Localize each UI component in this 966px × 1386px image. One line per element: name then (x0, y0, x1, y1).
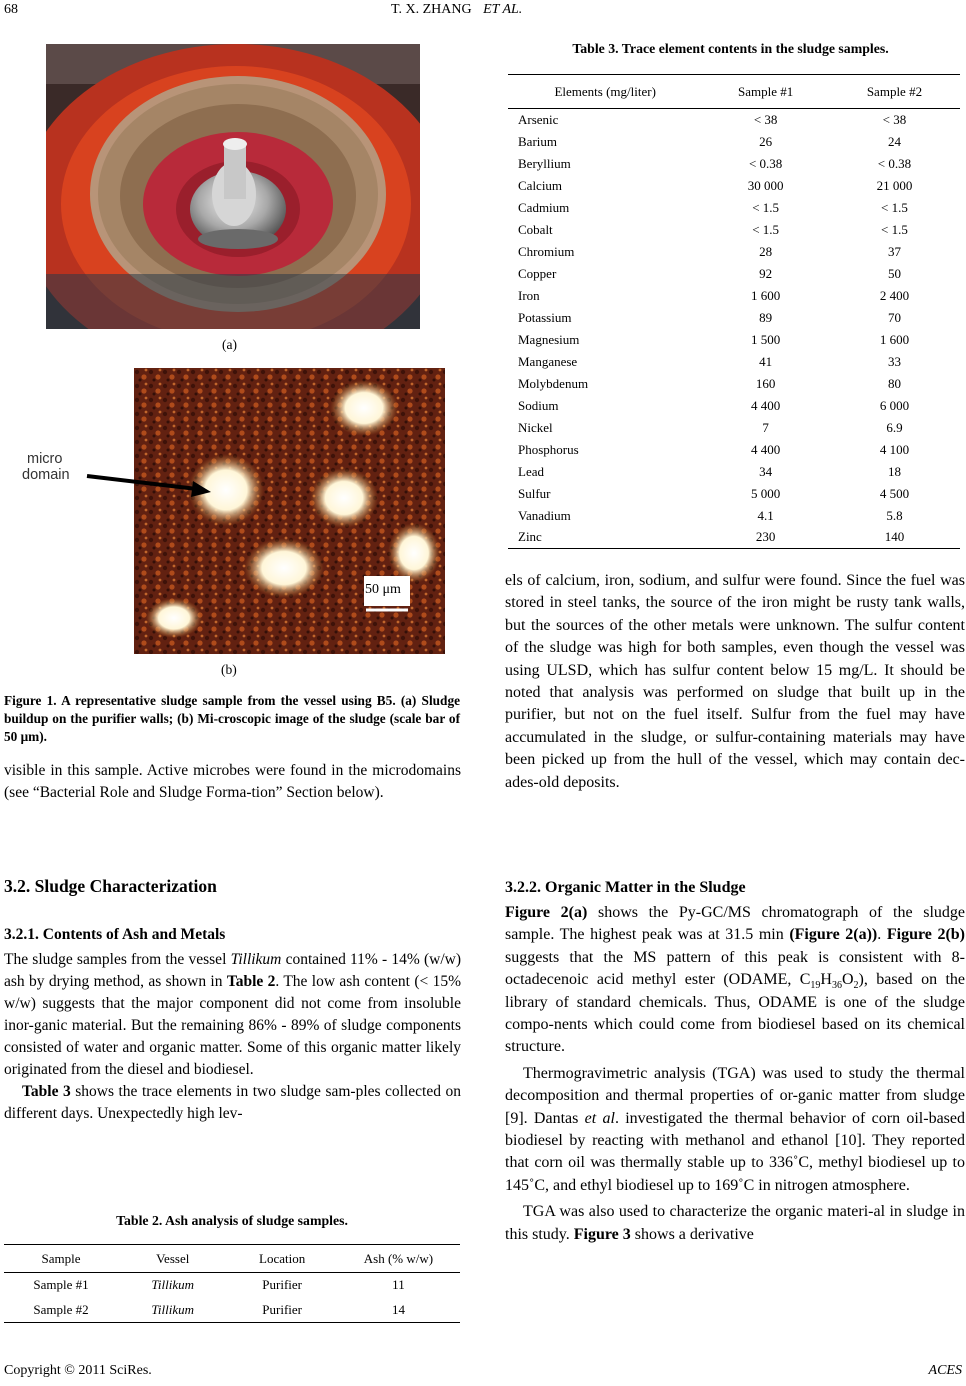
table-cell: Sample #2 (33, 1301, 89, 1317)
table-cell: Vanadium (518, 507, 571, 523)
table-cell: < 1.5 (881, 199, 908, 215)
table-row (508, 439, 960, 461)
paragraph-tga-study: TGA was also used to characterize the organic materi-al in sludge in this study. Figure 3 shows a derivative (505, 1203, 965, 1243)
table-cell: Sample #1 (33, 1277, 89, 1293)
table-cell: Cadmium (518, 199, 570, 215)
table-cell: Manganese (518, 353, 578, 369)
figure-1a-photo (46, 44, 420, 329)
purifier-photo-illustration (46, 44, 420, 329)
table-cell: Lead (518, 463, 544, 479)
table-2-header-cell: Vessel (156, 1250, 190, 1266)
table-cell: 4 400 (751, 397, 781, 413)
table-2 (4, 1244, 460, 1323)
table-cell: < 38 (753, 111, 778, 127)
table-row (508, 329, 960, 351)
table-cell: 11 (392, 1277, 405, 1293)
table-cell: 7 (762, 419, 769, 435)
table-3 (508, 74, 960, 549)
table-cell: < 38 (882, 111, 907, 127)
table-cell: Molybdenum (518, 375, 589, 391)
table-cell: Sulfur (518, 485, 551, 501)
table-cell: 4 100 (879, 441, 910, 457)
table-cell: 24 (887, 133, 901, 149)
right-paragraph-metals: els of calcium, iron, sodium, and sulfur were found. Since the fuel was stored in steel tanks, the source of the iron might be rusty tank walls, but the sources of the other metals were unknown. The sulfur content of the sludge was high for both samples, even though the vessel was using ULSD, which has sulfur content below 15 mg/L. It should be noted that analysis was performed on sludge that built up in the purifier, but not on the fuel itself. Sulfur from the fuel may have accumulated in the sludge, or sulfur-containing materials may have been picked up from the hull of the vessel, which may contain dec-ades-old deposits. (505, 572, 965, 791)
table-cell: 4 500 (879, 485, 910, 501)
table-3-header-cell: Sample #1 (738, 83, 794, 99)
table-cell: 4.1 (757, 507, 774, 523)
footer-copyright: Copyright © 2011 SciRes. (4, 1363, 152, 1378)
table-cell: < 1.5 (752, 199, 780, 215)
table-cell: Potassium (518, 309, 572, 325)
table-2-header-row (4, 1245, 460, 1273)
left-paragraph-continued: visible in this sample. Active microbes were found in the microdomains (see “Bacterial Role and Sludge Forma-tion” Section below). (4, 762, 461, 801)
table-cell: 5.8 (886, 507, 903, 523)
table-row (4, 1273, 460, 1298)
table-cell: Beryllium (518, 155, 571, 171)
table-cell: 230 (755, 529, 776, 545)
table-cell: 33 (887, 353, 901, 369)
table-cell: 140 (884, 529, 905, 545)
subsection-heading-322: 3.2.2. Organic Matter in the Sludge (505, 879, 746, 896)
footer-journal: ACES (928, 1363, 962, 1378)
annotation-line-1: micro (27, 451, 63, 467)
table-2-caption: Table 2. Ash analysis of sludge samples. (116, 1213, 348, 1228)
table-cell: Nickel (518, 419, 553, 435)
table-cell: 30 000 (747, 177, 784, 193)
table-cell: Tillikum (151, 1301, 195, 1317)
table-cell: 50 (887, 265, 901, 281)
table-row (508, 483, 960, 505)
running-title (391, 2, 522, 18)
table-3-header-cell: Sample #2 (866, 83, 923, 99)
table-cell: 1 600 (751, 287, 781, 303)
table-row (508, 263, 960, 285)
running-title-authors: T. X. ZHANG (391, 2, 472, 17)
table-row (508, 373, 960, 395)
left-body (4, 949, 461, 1125)
annotation-arrow (85, 470, 215, 500)
table-cell: 4 400 (751, 441, 781, 457)
table-2-header-cell: Sample (41, 1250, 81, 1266)
table-cell: 14 (391, 1301, 405, 1317)
table-row (508, 461, 960, 483)
table-3-header-cell: Elements (mg/liter) (554, 83, 656, 99)
table-cell: Sodium (518, 397, 559, 413)
table-cell: < 0.38 (748, 155, 783, 171)
scale-bar-label: 50 μm (365, 582, 401, 597)
table-cell: 80 (887, 375, 901, 391)
annotation-line-2: domain (22, 467, 70, 483)
table-cell: 41 (759, 353, 773, 369)
table-row (508, 219, 960, 241)
paragraph-tga-literature: Thermogravimetric analysis (TGA) was used to study the thermal decomposition and thermal properties of or-ganic matter from sludge [9]. Dantas et al. investigated the thermal behavior of corn oil-based biodiesel by reacting with methanol and ethanol [10]. They reported that corn oil was thermally stable up to 336˚C, methyl biodiesel up to 145˚C, and ethyl biodiesel up to 169˚C in nitrogen atmosphere. (505, 1064, 966, 1194)
table-cell: Calcium (518, 177, 563, 193)
figure-1-caption: Figure 1. A representative sludge sample from the vessel using B5. (a) Sludge buildup on the purifier walls; (b) Mi-croscopic image of the sludge (scale bar of 50 μm). (4, 693, 460, 744)
table-cell: Copper (518, 265, 557, 281)
table-cell: 6.9 (886, 419, 903, 435)
table-cell: 28 (759, 243, 773, 259)
table-cell: 21 000 (876, 177, 913, 193)
figure-1b-label: (b) (221, 662, 237, 677)
right-body (505, 902, 965, 1246)
table-row (508, 153, 960, 175)
paragraph-ash: The sludge samples from the vessel Tillikum contained 11% - 14% (w/w) ash by drying method, as shown in Table 2. The low ash content (< 15% w/w) suggests that the major component did not come from insoluble inor-ganic material. But the remaining 86% - 89% of sludge components consisted of water and organic matter. Some of this organic matter likely originated from the diesel and biodiesel. (4, 951, 461, 1078)
table-row (508, 395, 960, 417)
table-row (508, 505, 960, 527)
figure-1a-label: (a) (222, 337, 237, 352)
table-row (508, 241, 960, 263)
subsection-heading-321: 3.2.1. Contents of Ash and Metals (4, 926, 226, 943)
table-cell: Cobalt (518, 221, 553, 237)
table-row (508, 307, 960, 329)
table-cell: 34 (759, 463, 773, 479)
table-row (508, 351, 960, 373)
paragraph-pygcms: Figure 2(a) shows the Py-GC/MS chromatograph of the sludge sample. The highest peak was at 31.5 min (Figure 2(a)). Figure 2(b) suggests that the MS pattern of this peak is consistent with 8-octadecenoic acid methyl ester (ODAME, $C_{19}H_{36}O_2$), based on the library of standard chemicals. Thus, ODAME is one of the sludge compo-nents which could come from biodiesel based on its chemical structure. (505, 904, 966, 1056)
table-cell: 2 400 (879, 287, 910, 303)
table-cell: 1 500 (751, 331, 781, 347)
figure-1b-micrograph (134, 368, 445, 654)
table-cell: 18 (887, 463, 901, 479)
table-row (508, 109, 960, 131)
table-3-header-row (508, 75, 960, 109)
table-row (508, 197, 960, 219)
table-row (508, 527, 960, 549)
page-number: 68 (4, 2, 18, 17)
micrograph-illustration (134, 368, 445, 654)
paragraph-trace-elements: Table 3 shows the trace elements in two sludge sam-ples collected on different days. Unexpectedly high lev- (4, 1083, 461, 1122)
table-row (508, 285, 960, 307)
table-cell: Chromium (518, 243, 575, 259)
table-cell: Tillikum (151, 1277, 195, 1293)
running-title-etal: ET AL. (483, 2, 523, 17)
table-cell: < 1.5 (752, 221, 780, 237)
table-cell: Zinc (518, 529, 542, 545)
section-heading: 3.2. Sludge Characterization (4, 876, 217, 896)
table-cell: Iron (518, 287, 540, 303)
table-row (4, 1298, 460, 1323)
table-cell: 1 600 (879, 331, 910, 347)
table-cell: Barium (518, 133, 557, 149)
table-row (508, 175, 960, 197)
micro-domain-annotation (22, 451, 70, 483)
table-cell: < 1.5 (881, 221, 908, 237)
table-cell: Magnesium (518, 331, 580, 347)
table-cell: 5 000 (751, 485, 781, 501)
table-cell: 70 (887, 309, 901, 325)
table-2-header-cell: Ash (% w/w) (363, 1250, 434, 1266)
table-row (508, 417, 960, 439)
table-cell: Purifier (262, 1277, 303, 1293)
table-cell: 92 (759, 265, 773, 281)
table-cell: Phosphorus (518, 441, 579, 457)
table-cell: 26 (759, 133, 773, 149)
table-cell: Purifier (262, 1301, 303, 1317)
table-row (508, 131, 960, 153)
table-cell: Arsenic (518, 111, 559, 127)
table-2-header-cell: Location (259, 1250, 306, 1266)
table-cell: 37 (887, 243, 901, 259)
table-cell: 89 (759, 309, 773, 325)
table-cell: 160 (755, 375, 776, 391)
table-cell: < 0.38 (877, 155, 912, 171)
table-cell: 6 000 (879, 397, 910, 413)
table-3-caption: Table 3. Trace element contents in the sludge samples. (572, 41, 889, 56)
